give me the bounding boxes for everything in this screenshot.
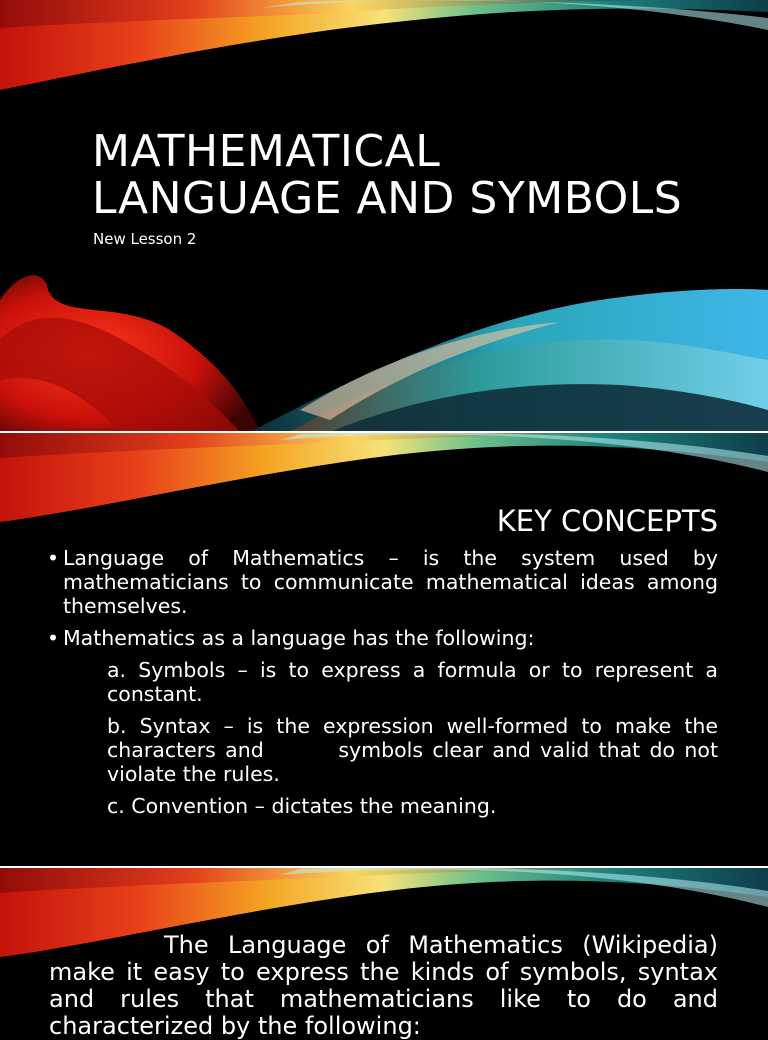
title-line-2: LANGUAGE AND SYMBOLS (92, 173, 683, 224)
list-item (47, 546, 718, 618)
sub-item-syntax: b. Syntax – is the expression well-formed to make the characters and symbols clear and valid that do not violate the rules. (107, 714, 725, 786)
slide-divider (0, 431, 768, 433)
section-heading: KEY CONCEPTS (496, 504, 718, 538)
title-slide (0, 0, 768, 432)
sub-item-convention: c. Convention – dictates the meaning. (107, 794, 497, 818)
subtitle: New Lesson 2 (93, 230, 197, 248)
bullet-text: Language of Mathematics – is the system used by mathematicians to communicate mathematical ideas among themselves. (63, 546, 718, 618)
page-title (92, 128, 682, 222)
sub-item-symbols: a. Symbols – is to express a formula or to represent a constant. (107, 658, 718, 706)
slide-divider (0, 866, 768, 868)
wikipedia-slide (0, 867, 768, 1040)
key-concepts-slide (0, 432, 768, 867)
key-concepts-list (47, 546, 725, 826)
title-line-1: MATHEMATICAL (92, 126, 441, 177)
bullet-glyph: • (47, 546, 60, 570)
list-item (47, 626, 718, 650)
body-text: The Language of Mathematics (Wikipedia) make it easy to express the kinds of symbols, syntax and rules that mathematicians like to do and characterized by the following: (49, 931, 718, 1040)
bullet-text: Mathematics as a language has the following: (63, 626, 535, 650)
bullet-glyph: • (47, 626, 60, 650)
